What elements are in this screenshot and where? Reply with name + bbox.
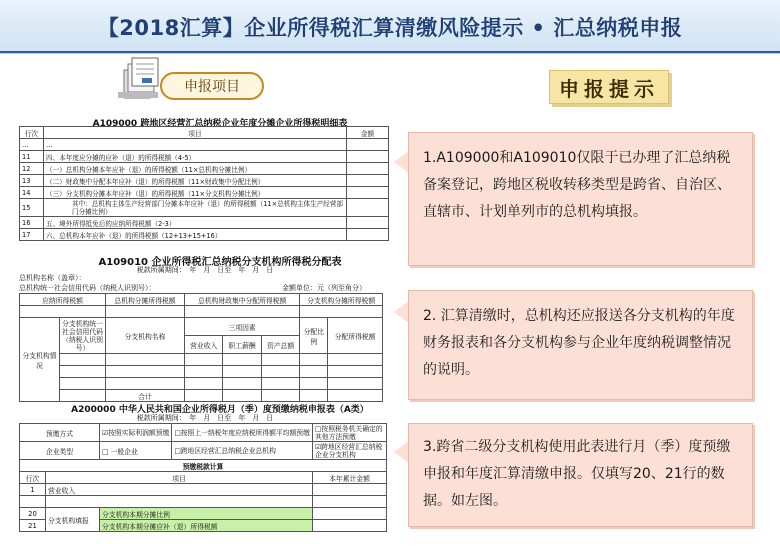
form3-header-no: 行次 [20,472,46,484]
header-bar [0,0,780,54]
form2-col-code: 分支机构统一社会信用代码（纳税人识别号） [60,318,106,354]
row-no: 14 [20,187,44,199]
row-item: 其中：总机构主体生产经营部门分摊本年应补（退）的所得税额（11×总机构主体生产经营部门分摊比例） [44,199,347,217]
form2-branch-label: 分支机构情况 [20,318,60,402]
row-amount [347,187,389,199]
form2-title: A109010 企业所得税汇总纳税分支机构所得税分配表 [98,257,342,268]
form2-col-tax: 应纳所得税额 [20,294,106,306]
form1-header-amount: 金额 [347,127,389,139]
table-row [20,175,389,187]
form2-col-amount: 分配所得税额 [328,318,383,354]
form2-hq-code: 总机构统一社会信用代码（纳税人识别号）： [19,284,156,292]
table-row [20,187,389,199]
row-amount [347,199,389,217]
row-no: 13 [20,175,44,187]
row-item: （三）分支机构分摊本年应补（退）的所得税额（11×分支机构分摊比例） [44,187,347,199]
row-item: 六、总机构本年应补（退）的所得税额（12+13+15+16） [44,229,347,241]
table-row [20,508,387,520]
form3-method-opt1: ☑按照实际利润额预缴 [100,424,172,442]
row-amount [313,520,387,532]
row-item: 四、本年度应分摊的应补（退）的所得税额（4-5） [44,151,347,163]
table-row [20,199,389,217]
row-no: 1 [20,484,46,496]
form3-method-opt2: □按照上一纳税年度应纳税所得额平均额预缴 [172,424,313,442]
form3-type-label: 企业类型 [20,442,100,460]
row-no: 16 [20,217,44,229]
form2-col-name: 分支机构名称 [106,318,185,354]
form3-method-label: 预缴方式 [20,424,100,442]
row-item: （一）总机构分摊本年应补（退）的所得税额（11×总机构分摊比例） [44,163,347,175]
form3-title: A200000 中华人民共和国企业所得税月（季）度预缴纳税申报表（A类） [71,405,369,415]
form2-col-ratio: 分配比例 [300,318,328,354]
form2-col-income: 营业收入 [185,336,223,354]
row-no: … [20,139,44,151]
form3-calc-label: 预缴税款计算 [20,460,387,472]
form3-type-opt3: ☑跨地区经营汇总纳税企业分支机构 [313,442,387,460]
row-item: （二）财政集中分配本年应补（退）的所得税额（11×财政集中分配比例） [44,175,347,187]
form3-type-opt2: □跨地区经营汇总纳税企业总机构 [172,442,313,460]
tip-box-3: 3.跨省二级分支机构使用此表进行月（季）度预缴申报和年度汇算清缴申报。仅填写20、21行的数据。如左图。 [408,423,753,527]
form2-hq-name: 总机构名称（盖章）： [19,274,86,282]
row-item: 分支机构本期分摊比例 [100,508,313,520]
form3-branch-fill-label: 分支机构填报 [46,508,100,532]
row-amount [347,217,389,229]
row-amount [347,139,389,151]
form2-col-hq-share: 总机构分摊所得税额 [106,294,185,306]
form3-method-opt3: □按照税务机关确定的其他方法预缴 [313,424,387,442]
tip-box-2: 2. 汇算清缴时，总机构还应报送各分支机构的年度财务报表和各分支机构参与企业年度纳税调整情况的说明。 [408,290,753,400]
form2-col-wage: 职工薪酬 [223,336,261,354]
row-no: 20 [20,508,46,520]
form2-col-branch-share: 分支机构分摊所得税额 [300,294,383,306]
row-no: 12 [20,163,44,175]
report-items-tag: 申报项目 [160,72,264,100]
table-row [20,163,389,175]
row-item: 分支机构本期分摊应补（退）所得税额 [100,520,313,532]
form1-header-no: 行次 [20,127,44,139]
form2-period: 税款所属期间： 年 月 日至 年 月 日 [136,266,274,274]
page-title: 【2018汇算】企业所得税汇算清缴风险提示 • 汇总纳税申报 [97,16,683,40]
table-row [20,139,389,151]
form2-col-factors: 三项因素 [185,318,300,336]
form2-total-label: 合计 [106,390,185,402]
table-row [20,151,389,163]
form1-header-item: 项目 [44,127,347,139]
row-amount [313,484,387,496]
row-no: 17 [20,229,44,241]
form3-period: 税款所属期间： 年 月 日至 年 月 日 [136,414,274,422]
document-stack-icon [114,52,162,102]
form2-col-central: 总机构财政集中分配所得税额 [185,294,300,306]
row-amount [347,163,389,175]
form3-table [19,423,387,532]
table-row [20,229,389,241]
row-amount [313,508,387,520]
row-item: 营业收入 [46,484,313,496]
row-amount [347,229,389,241]
row-no: 15 [20,199,44,217]
row-no: 11 [20,151,44,163]
form2-table [19,293,383,402]
form3-type-opt1: □ 一般企业 [100,442,172,460]
row-no: 21 [20,520,46,532]
form1-title: A109000 跨地区经营汇总纳税企业年度分摊企业所得税明细表 [92,119,348,129]
row-amount [347,175,389,187]
row-item: … [44,139,347,151]
form2-col-assets: 资产总额 [261,336,299,354]
tip-box-1: 1.A109000和A109010仅限于已办理了汇总纳税备案登记，跨地区税收转移类型是跨省、自治区、直辖市、计划单列市的总机构填报。 [408,132,753,266]
row-amount [347,151,389,163]
table-row [20,217,389,229]
form3-header-amount: 本年累计金额 [313,472,387,484]
table-row [20,484,387,496]
form3-header-item: 项目 [46,472,313,484]
tips-badge: 申报提示 [549,70,669,104]
form1-table [19,126,389,241]
form2-unit: 金额单位：元（列至角分） [282,284,366,292]
row-item: 五、境外所得抵免后的应纳所得税额（2-3） [44,217,347,229]
